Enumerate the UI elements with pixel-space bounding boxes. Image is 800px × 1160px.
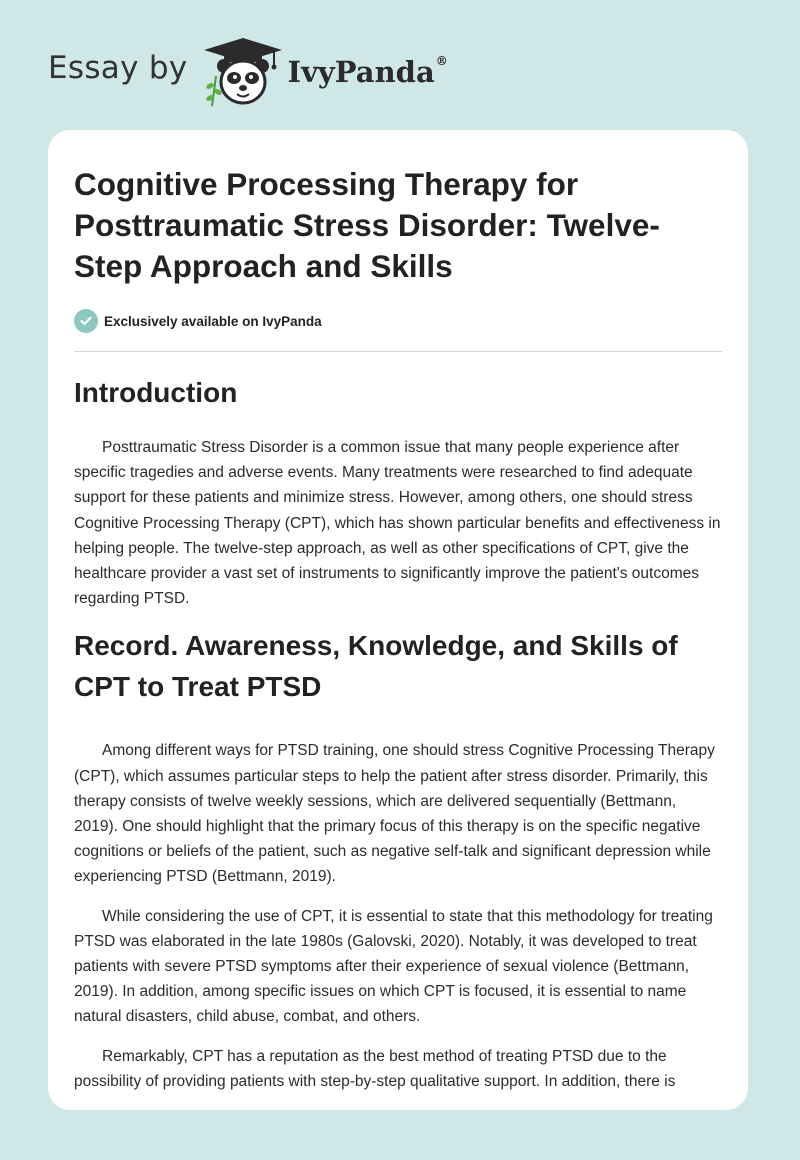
divider	[74, 351, 722, 352]
badge-text: Exclusively available on IvyPanda	[104, 313, 322, 329]
paragraph: While considering the use of CPT, it is essential to state that this methodology for treating PTSD was elaborated in the late 1980s (Galovski, 2020). Notably, it was developed to treat patients with severe PTSD symptoms after their experience of sexual violence (Bettmann, 2019). In addition, among specific issues on which CPT is focused, it is essential to name natural disasters, child abuse, combat, and others.	[74, 907, 713, 1026]
paragraph: Remarkably, CPT has a reputation as the best method of treating PTSD due to the possibility of providing patients with step-by-step qualitative support. In addition, there is	[74, 1047, 676, 1090]
article-title: Cognitive Processing Therapy for Posttraumatic Stress Disorder: Twelve-Step Approach and Skills	[74, 166, 660, 284]
check-circle-icon	[74, 309, 98, 333]
section-heading-record: Record. Awareness, Knowledge, and Skills of CPT to Treat PTSD	[74, 630, 678, 703]
site-header	[48, 36, 448, 108]
article-content	[74, 164, 722, 1094]
registered-mark: ®	[435, 54, 448, 69]
essay-by-label: Essay by	[48, 50, 188, 86]
panda-graduate-logo-icon[interactable]	[202, 36, 284, 108]
article-card	[48, 130, 748, 1110]
paragraph: Posttraumatic Stress Disorder is a common issue that many people experience after specific tragedies and adverse events. Many treatments were researched to find adequate support for these patients and minimize stress. However, among others, one should stress Cognitive Processing Therapy (CPT), which has shown particular benefits and effectiveness in helping people. The twelve-step approach, as well as other specifications of CPT, give the healthcare provider a vast set of instruments to significantly improve the patient's outcomes regarding PTSD.	[74, 439, 721, 608]
brand-name[interactable]: IvyPanda®	[287, 54, 448, 89]
exclusive-badge	[74, 309, 722, 333]
paragraph: Among different ways for PTSD training, one should stress Cognitive Processing Therapy (CPT), which assumes particular steps to help the patient after stress disorder. Primarily, this therapy consists of twelve weekly sessions, which are delivered sequentially (Bettmann, 2019). One should highlight that the primary focus of this therapy is on the specific negative cognitions or beliefs of the patient, such as negative self-talk and significant depression while experiencing PTSD (Bettmann, 2019).	[74, 742, 715, 886]
section-heading-introduction: Introduction	[74, 377, 238, 408]
